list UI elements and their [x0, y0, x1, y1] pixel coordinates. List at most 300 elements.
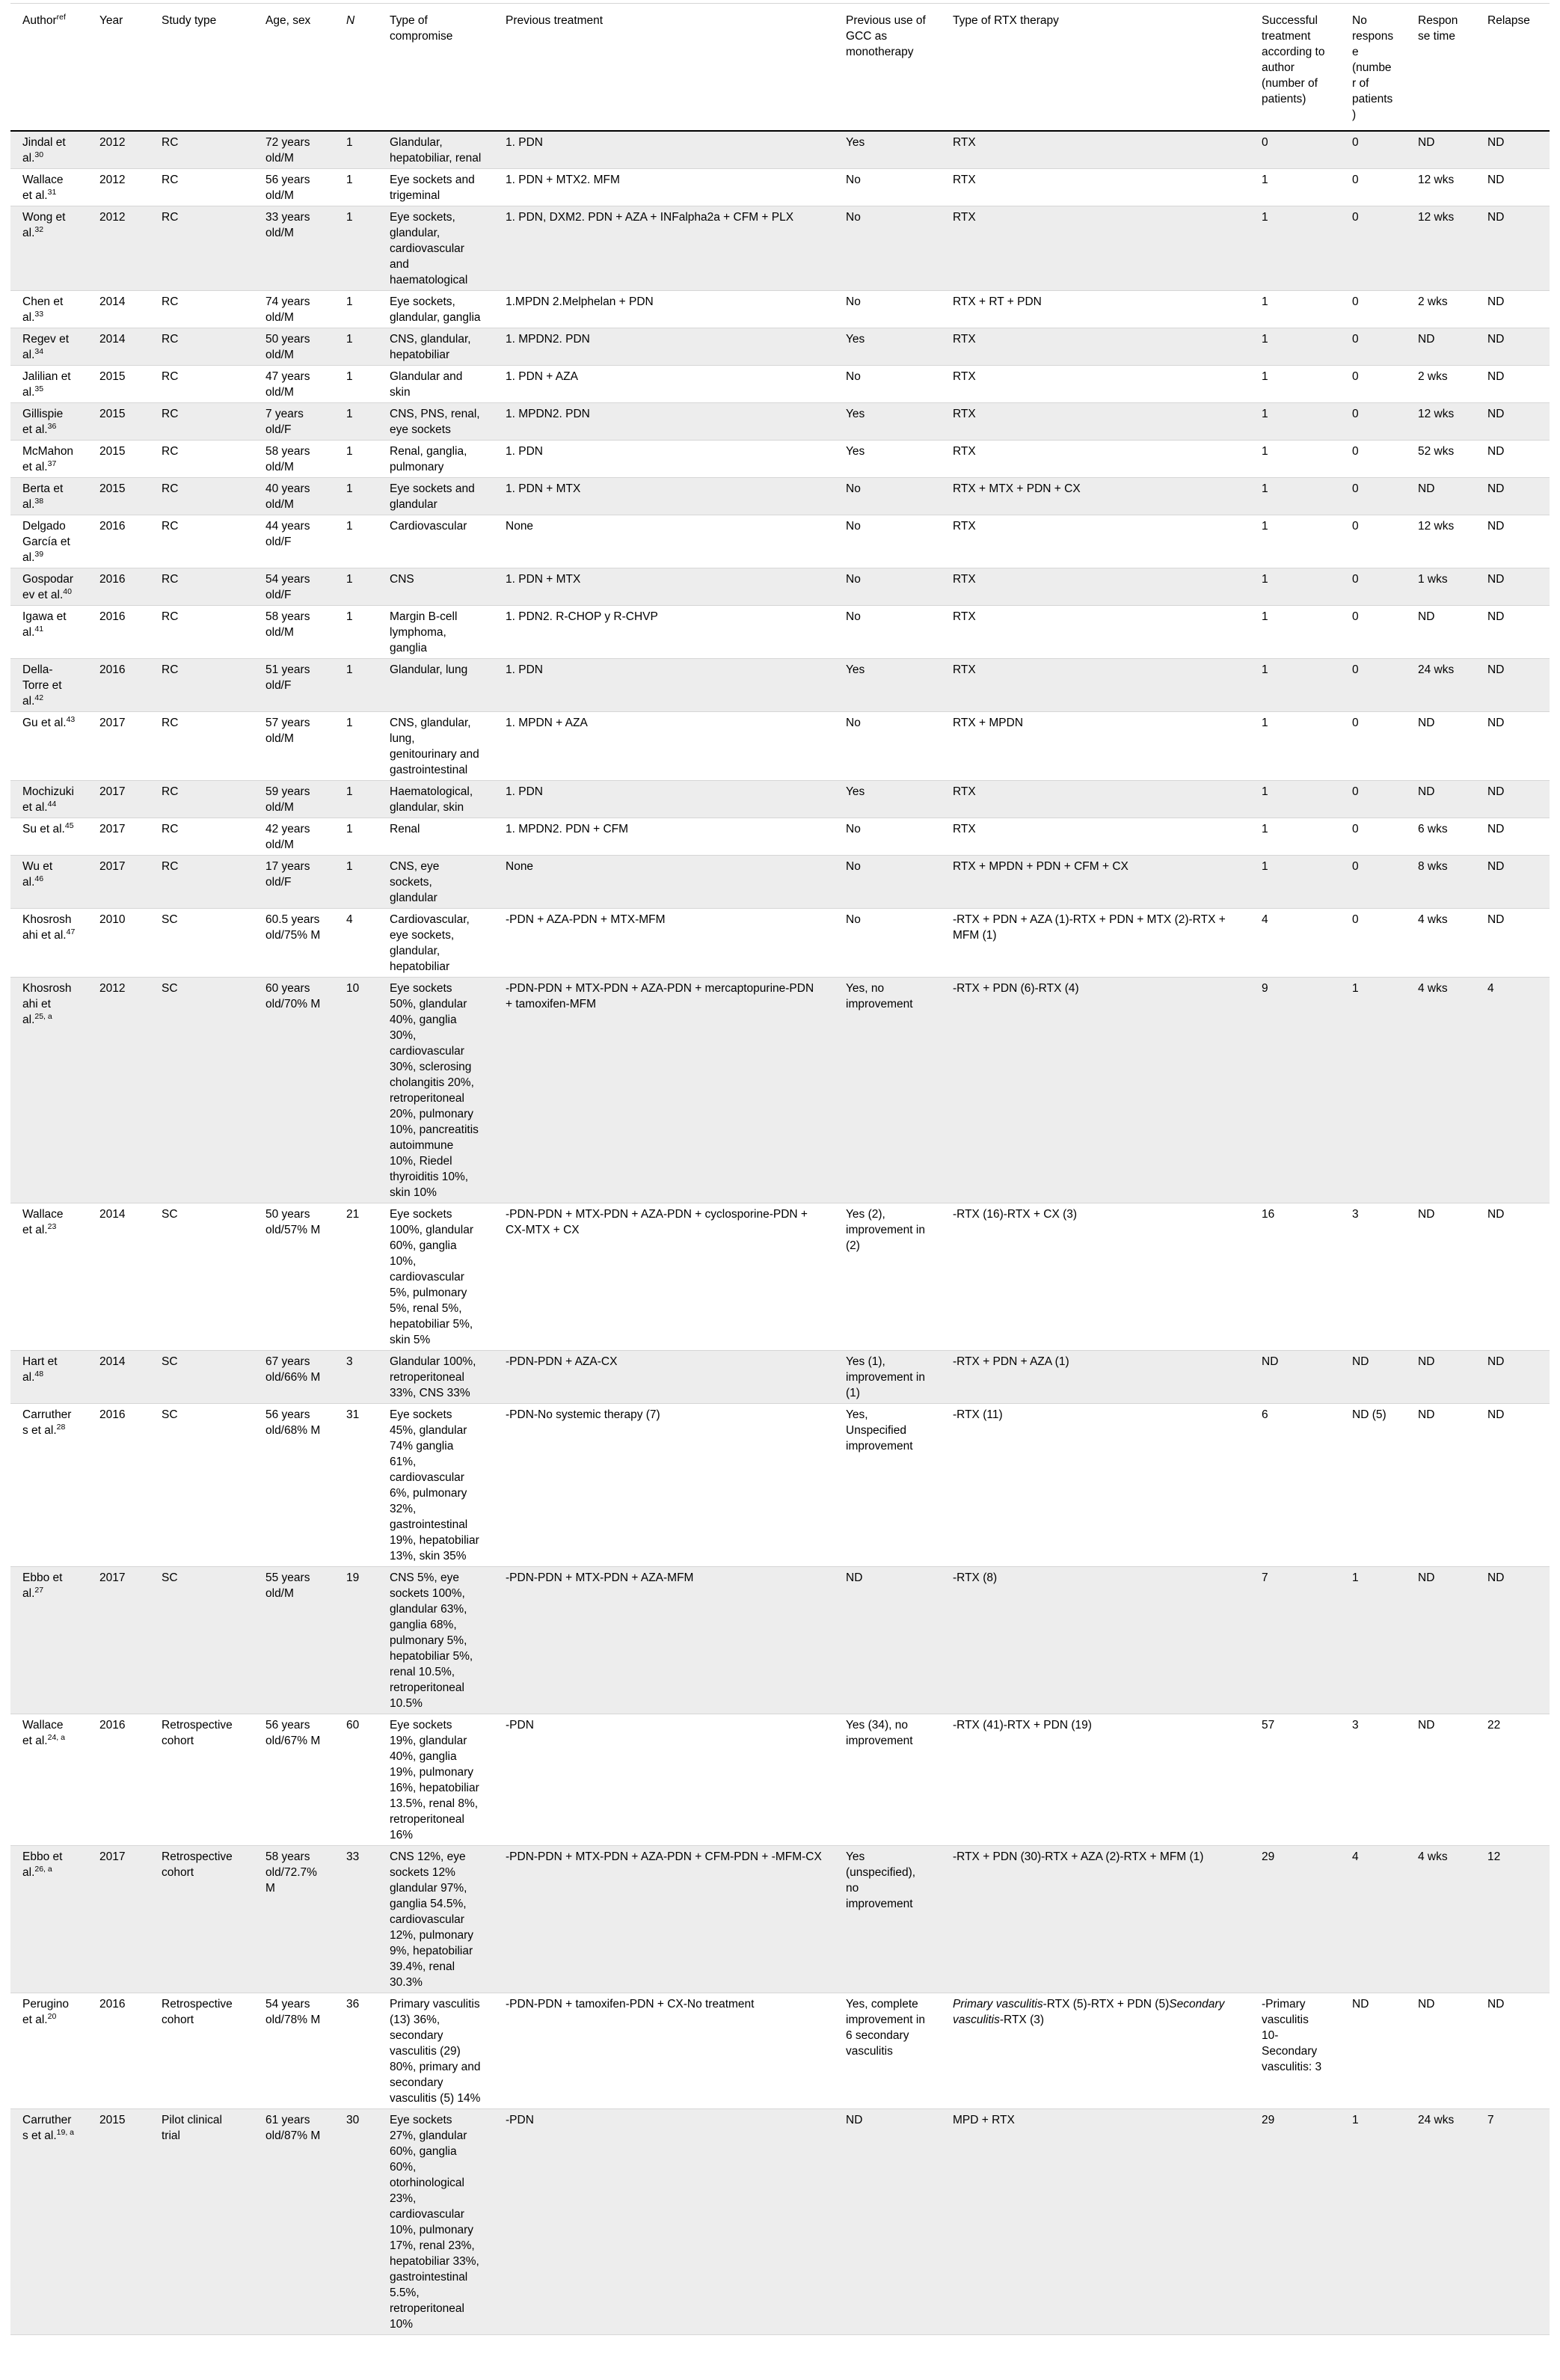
previous-treatment-cell: -PDN-PDN + AZA-CX — [494, 1351, 834, 1404]
year-cell: 2015 — [87, 441, 150, 478]
response-time-cell: 12 wks — [1406, 515, 1475, 568]
n-cell: 31 — [334, 1404, 378, 1567]
successful-cell: 1 — [1250, 606, 1340, 659]
year-cell: 2014 — [87, 291, 150, 328]
author-name: Ebbo et al. — [22, 1850, 63, 1879]
table-row — [10, 291, 1550, 328]
author-ref: 33 — [34, 310, 44, 319]
age-sex-cell: 56 years old/67% M — [254, 1714, 334, 1846]
response-time-cell: ND — [1406, 712, 1475, 781]
author-ref: 39 — [34, 550, 44, 559]
gcc-cell: Yes (2), improvement in (2) — [834, 1203, 941, 1351]
gcc-cell: Yes — [834, 781, 941, 818]
author-ref: 34 — [34, 347, 44, 356]
successful-cell: 1 — [1250, 781, 1340, 818]
author-name: Jalilian et al. — [22, 370, 71, 399]
compromise-cell: CNS, PNS, renal, eye sockets — [378, 403, 494, 441]
successful-cell: 1 — [1250, 478, 1340, 515]
author-ref: 38 — [34, 497, 44, 506]
age-sex-cell: 47 years old/M — [254, 366, 334, 403]
compromise-cell: Eye sockets and trigeminal — [378, 169, 494, 206]
col-no-response: No response (number of patients) — [1340, 4, 1406, 132]
author-cell — [10, 2109, 87, 2335]
rtx-therapy-cell: RTX + RT + PDN — [941, 291, 1250, 328]
relapse-cell: ND — [1475, 781, 1550, 818]
no-response-cell: 0 — [1340, 606, 1406, 659]
gcc-cell: No — [834, 712, 941, 781]
n-cell: 1 — [334, 478, 378, 515]
rtx-therapy-cell: RTX + MPDN — [941, 712, 1250, 781]
response-time-cell: 2 wks — [1406, 366, 1475, 403]
previous-treatment-cell: -PDN-PDN + MTX-PDN + AZA-PDN + mercaptopurine-PDN + tamoxifen-MFM — [494, 978, 834, 1203]
author-name: Khosroshahi et al. — [22, 982, 72, 1026]
year-cell: 2015 — [87, 478, 150, 515]
previous-treatment-cell: -PDN-PDN + MTX-PDN + AZA-PDN + CFM-PDN + -MFM-CX — [494, 1846, 834, 1993]
age-sex-cell: 72 years old/M — [254, 131, 334, 169]
gcc-cell: No — [834, 856, 941, 909]
response-time-cell: ND — [1406, 606, 1475, 659]
author-ref: 19, a — [56, 2128, 75, 2137]
age-sex-cell: 60.5 years old/75% M — [254, 909, 334, 978]
relapse-cell: ND — [1475, 1567, 1550, 1714]
no-response-cell: ND — [1340, 1993, 1406, 2109]
table-row — [10, 1567, 1550, 1714]
col-response-time: Response time — [1406, 4, 1475, 132]
rtx-therapy-cell: -RTX + PDN + AZA (1)-RTX + PDN + MTX (2)-RTX + MFM (1) — [941, 909, 1250, 978]
author-ref: 40 — [63, 587, 72, 596]
author-cell — [10, 909, 87, 978]
relapse-cell: 7 — [1475, 2109, 1550, 2335]
author-name: Jindal et al. — [22, 136, 66, 165]
gcc-cell: No — [834, 515, 941, 568]
successful-cell: 29 — [1250, 1846, 1340, 1993]
previous-treatment-cell: 1. PDN — [494, 131, 834, 169]
study-type-cell: SC — [150, 909, 254, 978]
compromise-cell: Renal, ganglia, pulmonary — [378, 441, 494, 478]
compromise-cell: Glandular 100%, retroperitoneal 33%, CNS 33% — [378, 1351, 494, 1404]
study-type-cell: SC — [150, 978, 254, 1203]
author-cell — [10, 781, 87, 818]
year-cell: 2017 — [87, 818, 150, 856]
author-name: Della-Torre et al. — [22, 663, 62, 708]
author-name: Delgado García et al. — [22, 520, 70, 564]
compromise-cell: Cardiovascular — [378, 515, 494, 568]
no-response-cell: 1 — [1340, 2109, 1406, 2335]
col-age-sex: Age, sex — [254, 4, 334, 132]
author-name: Regev et al. — [22, 333, 70, 361]
col-successful: Successful treatment according to author (number of patients) — [1250, 4, 1340, 132]
no-response-cell: 0 — [1340, 515, 1406, 568]
gcc-cell: No — [834, 169, 941, 206]
study-type-cell: RC — [150, 206, 254, 291]
age-sex-cell: 60 years old/70% M — [254, 978, 334, 1203]
author-name: Mochizuki et al. — [22, 785, 74, 814]
successful-cell: 1 — [1250, 366, 1340, 403]
col-author: Author$^{ref}$ — [10, 4, 87, 132]
author-cell — [10, 606, 87, 659]
age-sex-cell: 57 years old/M — [254, 712, 334, 781]
author-ref: 48 — [34, 1370, 44, 1378]
successful-cell: ND — [1250, 1351, 1340, 1404]
col-n: N — [334, 4, 378, 132]
rtx-group-primary: Primary vasculitis — [953, 1998, 1043, 2011]
table-row — [10, 2109, 1550, 2335]
response-time-cell: ND — [1406, 478, 1475, 515]
compromise-cell: Cardiovascular, eye sockets, glandular, hepatobiliar — [378, 909, 494, 978]
rtx-detail-secondary: -RTX (3) — [999, 2014, 1045, 2026]
study-type-cell: Retrospective cohort — [150, 1846, 254, 1993]
n-cell: 1 — [334, 441, 378, 478]
study-type-cell: RC — [150, 478, 254, 515]
compromise-cell: CNS — [378, 568, 494, 606]
relapse-cell: ND — [1475, 856, 1550, 909]
age-sex-cell: 56 years old/M — [254, 169, 334, 206]
age-sex-cell: 56 years old/68% M — [254, 1404, 334, 1567]
table-row — [10, 206, 1550, 291]
author-name: Wallace et al. — [22, 1719, 64, 1747]
author-name: Perugino et al. — [22, 1998, 70, 2026]
author-ref: 30 — [34, 150, 44, 159]
relapse-cell: 12 — [1475, 1846, 1550, 1993]
author-cell — [10, 131, 87, 169]
rtx-therapy-cell: MPD + RTX — [941, 2109, 1250, 2335]
relapse-cell: ND — [1475, 1203, 1550, 1351]
author-ref: 25, a — [34, 1012, 52, 1021]
table-row — [10, 366, 1550, 403]
n-cell: 1 — [334, 568, 378, 606]
author-name: Gu et al. — [22, 717, 67, 729]
no-response-cell: 0 — [1340, 909, 1406, 978]
rtx-group-secondary: Secondary vasculitis — [953, 1998, 1225, 2026]
author-cell — [10, 659, 87, 712]
relapse-cell: 4 — [1475, 978, 1550, 1203]
previous-treatment-cell: -PDN-PDN + tamoxifen-PDN + CX-No treatment — [494, 1993, 834, 2109]
previous-treatment-cell: 1. PDN, DXM2. PDN + AZA + INFalpha2a + CFM + PLX — [494, 206, 834, 291]
age-sex-cell: 58 years old/72.7% M — [254, 1846, 334, 1993]
rtx-therapy-cell: RTX — [941, 169, 1250, 206]
rtx-therapy-cell: RTX — [941, 606, 1250, 659]
response-time-cell: 52 wks — [1406, 441, 1475, 478]
previous-treatment-cell: None — [494, 856, 834, 909]
response-time-cell: ND — [1406, 1993, 1475, 2109]
year-cell: 2017 — [87, 1846, 150, 1993]
relapse-cell: ND — [1475, 403, 1550, 441]
author-ref: 46 — [34, 874, 44, 883]
year-cell: 2017 — [87, 712, 150, 781]
author-name: Gillispie et al. — [22, 408, 64, 436]
study-type-cell: RC — [150, 712, 254, 781]
previous-treatment-cell: 1. MPDN + AZA — [494, 712, 834, 781]
rtx-therapy-cell: RTX — [941, 781, 1250, 818]
rtx-therapy-cell: -RTX (41)-RTX + PDN (19) — [941, 1714, 1250, 1846]
response-time-cell: 4 wks — [1406, 909, 1475, 978]
author-ref: 41 — [34, 625, 44, 634]
compromise-cell: Glandular, hepatobiliar, renal — [378, 131, 494, 169]
rtx-detail-primary: -RTX (5)-RTX + PDN (5) — [1042, 1998, 1170, 2011]
table-row — [10, 978, 1550, 1203]
n-cell: 1 — [334, 818, 378, 856]
response-time-cell: ND — [1406, 1714, 1475, 1846]
no-response-cell: 4 — [1340, 1846, 1406, 1993]
rtx-studies-table — [10, 3, 1550, 2335]
compromise-cell: Eye sockets and glandular — [378, 478, 494, 515]
previous-treatment-cell: -PDN — [494, 2109, 834, 2335]
previous-treatment-cell: -PDN-No systemic therapy (7) — [494, 1404, 834, 1567]
relapse-cell: 22 — [1475, 1714, 1550, 1846]
author-cell — [10, 1351, 87, 1404]
year-cell: 2012 — [87, 169, 150, 206]
study-type-cell: SC — [150, 1567, 254, 1714]
relapse-cell: ND — [1475, 1993, 1550, 2109]
gcc-cell: Yes (unspecified), no improvement — [834, 1846, 941, 1993]
rtx-therapy-cell — [941, 1993, 1250, 2109]
gcc-cell: Yes (34), no improvement — [834, 1714, 941, 1846]
n-cell: 1 — [334, 206, 378, 291]
table-row — [10, 131, 1550, 169]
author-cell — [10, 978, 87, 1203]
no-response-cell: 0 — [1340, 568, 1406, 606]
table-row — [10, 1203, 1550, 1351]
gcc-cell: No — [834, 606, 941, 659]
relapse-cell: ND — [1475, 478, 1550, 515]
response-time-cell: ND — [1406, 131, 1475, 169]
age-sex-cell: 58 years old/M — [254, 441, 334, 478]
study-type-cell: RC — [150, 366, 254, 403]
study-type-cell: RC — [150, 291, 254, 328]
author-cell — [10, 515, 87, 568]
study-type-cell: RC — [150, 515, 254, 568]
no-response-cell: 0 — [1340, 712, 1406, 781]
col-gcc: Previous use of GCC as monotherapy — [834, 4, 941, 132]
age-sex-cell: 50 years old/M — [254, 328, 334, 366]
author-name: Khosroshahi et al. — [22, 913, 72, 942]
previous-treatment-cell: 1. MPDN2. PDN — [494, 328, 834, 366]
successful-cell: 6 — [1250, 1404, 1340, 1567]
author-cell — [10, 403, 87, 441]
author-cell — [10, 1567, 87, 1714]
compromise-cell: CNS, glandular, hepatobiliar — [378, 328, 494, 366]
response-time-cell: ND — [1406, 781, 1475, 818]
author-ref: 36 — [47, 422, 57, 431]
year-cell: 2016 — [87, 568, 150, 606]
previous-treatment-cell: -PDN-PDN + MTX-PDN + AZA-MFM — [494, 1567, 834, 1714]
successful-cell: 1 — [1250, 515, 1340, 568]
author-ref: 45 — [64, 821, 74, 830]
compromise-cell: Eye sockets 100%, glandular 60%, ganglia 10%, cardiovascular 5%, pulmonary 5%, renal 5%, hepatobiliar 5%, skin 5% — [378, 1203, 494, 1351]
n-cell: 3 — [334, 1351, 378, 1404]
age-sex-cell: 42 years old/M — [254, 818, 334, 856]
author-cell — [10, 328, 87, 366]
response-time-cell: 12 wks — [1406, 169, 1475, 206]
author-cell — [10, 169, 87, 206]
age-sex-cell: 44 years old/F — [254, 515, 334, 568]
table-row — [10, 403, 1550, 441]
n-cell: 21 — [334, 1203, 378, 1351]
compromise-cell: Primary vasculitis (13) 36%, secondary vasculitis (29) 80%, primary and secondary vasculitis (5) 14% — [378, 1993, 494, 2109]
author-ref: 43 — [66, 715, 76, 724]
compromise-cell: Eye sockets 27%, glandular 60%, ganglia 60%, otorhinological 23%, cardiovascular 10%, pulmonary 17%, renal 23%, hepatobiliar 33%, gastrointestinal 5.5%, retroperitoneal 10% — [378, 2109, 494, 2335]
age-sex-cell: 54 years old/78% M — [254, 1993, 334, 2109]
response-time-cell: 1 wks — [1406, 568, 1475, 606]
author-ref: 35 — [34, 384, 44, 393]
year-cell: 2017 — [87, 781, 150, 818]
successful-cell: 9 — [1250, 978, 1340, 1203]
successful-cell: 0 — [1250, 131, 1340, 169]
previous-treatment-cell: -PDN — [494, 1714, 834, 1846]
author-cell — [10, 1714, 87, 1846]
successful-cell: 1 — [1250, 568, 1340, 606]
response-time-cell: ND — [1406, 328, 1475, 366]
n-cell: 1 — [334, 131, 378, 169]
rtx-therapy-cell: RTX — [941, 441, 1250, 478]
rtx-therapy-cell: RTX — [941, 131, 1250, 169]
author-cell — [10, 1846, 87, 1993]
table-row — [10, 856, 1550, 909]
relapse-cell: ND — [1475, 818, 1550, 856]
successful-cell: 7 — [1250, 1567, 1340, 1714]
gcc-cell: Yes (1), improvement in (1) — [834, 1351, 941, 1404]
previous-treatment-cell: None — [494, 515, 834, 568]
no-response-cell: 3 — [1340, 1714, 1406, 1846]
table-row — [10, 712, 1550, 781]
author-name: Wallace et al. — [22, 174, 64, 202]
compromise-cell: Renal — [378, 818, 494, 856]
author-ref: 31 — [47, 188, 57, 197]
compromise-cell: CNS, eye sockets, glandular — [378, 856, 494, 909]
author-cell — [10, 818, 87, 856]
age-sex-cell: 33 years old/M — [254, 206, 334, 291]
previous-treatment-cell: 1. PDN — [494, 659, 834, 712]
previous-treatment-cell: 1. PDN + MTX2. MFM — [494, 169, 834, 206]
successful-cell: 4 — [1250, 909, 1340, 978]
gcc-cell: No — [834, 909, 941, 978]
study-type-cell: RC — [150, 818, 254, 856]
response-time-cell: ND — [1406, 1203, 1475, 1351]
n-cell: 1 — [334, 781, 378, 818]
author-name: Chen et al. — [22, 295, 64, 324]
previous-treatment-cell: 1. MPDN2. PDN — [494, 403, 834, 441]
compromise-cell: Eye sockets, glandular, ganglia — [378, 291, 494, 328]
successful-cell: 57 — [1250, 1714, 1340, 1846]
year-cell: 2012 — [87, 978, 150, 1203]
compromise-cell: Eye sockets, glandular, cardiovascular and haematological — [378, 206, 494, 291]
previous-treatment-cell: 1. PDN + MTX — [494, 478, 834, 515]
relapse-cell: ND — [1475, 712, 1550, 781]
study-type-cell: RC — [150, 441, 254, 478]
rtx-therapy-cell: -RTX + PDN (30)-RTX + AZA (2)-RTX + MFM (1) — [941, 1846, 1250, 1993]
col-year: Year — [87, 4, 150, 132]
rtx-therapy-cell: RTX + MTX + PDN + CX — [941, 478, 1250, 515]
author-name: Wu et al. — [22, 860, 53, 889]
year-cell: 2017 — [87, 856, 150, 909]
author-name: Berta et al. — [22, 482, 64, 511]
gcc-cell: Yes — [834, 403, 941, 441]
age-sex-cell: 74 years old/M — [254, 291, 334, 328]
study-type-cell: RC — [150, 659, 254, 712]
author-name: McMahon et al. — [22, 445, 74, 473]
relapse-cell: ND — [1475, 568, 1550, 606]
age-sex-cell: 67 years old/66% M — [254, 1351, 334, 1404]
compromise-cell: Eye sockets 50%, glandular 40%, ganglia 30%, cardiovascular 30%, sclerosing cholangitis 20%, retroperitoneal 20%, pulmonary 10%, pancreatitis autoimmune 10%, Riedel thyroiditis 10%, skin 10% — [378, 978, 494, 1203]
successful-cell: 29 — [1250, 2109, 1340, 2335]
no-response-cell: 0 — [1340, 781, 1406, 818]
rtx-therapy-cell: RTX — [941, 568, 1250, 606]
response-time-cell: 6 wks — [1406, 818, 1475, 856]
author-ref: 28 — [56, 1423, 66, 1432]
rtx-therapy-cell: -RTX (16)-RTX + CX (3) — [941, 1203, 1250, 1351]
header-row — [10, 4, 1550, 132]
year-cell: 2014 — [87, 1351, 150, 1404]
study-type-cell: RC — [150, 856, 254, 909]
no-response-cell: 0 — [1340, 206, 1406, 291]
table-row — [10, 606, 1550, 659]
no-response-cell: 0 — [1340, 169, 1406, 206]
no-response-cell: 0 — [1340, 328, 1406, 366]
rtx-therapy-cell: RTX — [941, 818, 1250, 856]
year-cell: 2015 — [87, 403, 150, 441]
response-time-cell: 4 wks — [1406, 978, 1475, 1203]
compromise-cell: Margin B-cell lymphoma, ganglia — [378, 606, 494, 659]
author-name: Wallace et al. — [22, 1208, 64, 1236]
successful-cell: 1 — [1250, 403, 1340, 441]
n-cell: 1 — [334, 169, 378, 206]
no-response-cell: 0 — [1340, 366, 1406, 403]
year-cell: 2016 — [87, 1404, 150, 1567]
n-cell: 10 — [334, 978, 378, 1203]
previous-treatment-cell: -PDN-PDN + MTX-PDN + AZA-PDN + cyclosporine-PDN + CX-MTX + CX — [494, 1203, 834, 1351]
compromise-cell: CNS 5%, eye sockets 100%, glandular 63%, ganglia 68%, pulmonary 5%, hepatobiliar 5%, renal 10.5%, retroperitoneal 10.5% — [378, 1567, 494, 1714]
age-sex-cell: 58 years old/M — [254, 606, 334, 659]
table-row — [10, 1993, 1550, 2109]
n-cell: 1 — [334, 712, 378, 781]
study-type-cell: RC — [150, 403, 254, 441]
previous-treatment-cell: 1. MPDN2. PDN + CFM — [494, 818, 834, 856]
response-time-cell: ND — [1406, 1404, 1475, 1567]
compromise-cell: CNS, glandular, lung, genitourinary and gastrointestinal — [378, 712, 494, 781]
year-cell: 2016 — [87, 1993, 150, 2109]
table-row — [10, 1846, 1550, 1993]
author-cell — [10, 441, 87, 478]
author-name: Su et al. — [22, 823, 65, 835]
author-cell — [10, 478, 87, 515]
no-response-cell: 3 — [1340, 1203, 1406, 1351]
age-sex-cell: 7 years old/F — [254, 403, 334, 441]
gcc-cell: Yes — [834, 328, 941, 366]
rtx-therapy-cell: -RTX + PDN + AZA (1) — [941, 1351, 1250, 1404]
compromise-cell: Haematological, glandular, skin — [378, 781, 494, 818]
rtx-therapy-cell: -RTX (11) — [941, 1404, 1250, 1567]
table-row — [10, 441, 1550, 478]
author-cell — [10, 712, 87, 781]
author-ref: 47 — [66, 927, 76, 936]
successful-cell: 16 — [1250, 1203, 1340, 1351]
n-cell: 4 — [334, 909, 378, 978]
author-name: Gospodarev et al. — [22, 573, 74, 601]
previous-treatment-cell: 1. PDN — [494, 441, 834, 478]
author-name: Carruthers et al. — [22, 2114, 72, 2142]
gcc-cell: Yes — [834, 659, 941, 712]
n-cell: 1 — [334, 403, 378, 441]
rtx-therapy-cell: RTX + MPDN + PDN + CFM + CX — [941, 856, 1250, 909]
author-cell — [10, 206, 87, 291]
gcc-cell: Yes, Unspecified improvement — [834, 1404, 941, 1567]
no-response-cell: 0 — [1340, 856, 1406, 909]
study-type-cell: RC — [150, 169, 254, 206]
compromise-cell: Glandular, lung — [378, 659, 494, 712]
table-row — [10, 818, 1550, 856]
compromise-cell: Eye sockets 45%, glandular 74% ganglia 61%, cardiovascular 6%, pulmonary 32%, gastrointestinal 19%, hepatobiliar 13%, skin 35% — [378, 1404, 494, 1567]
gcc-cell: Yes — [834, 441, 941, 478]
